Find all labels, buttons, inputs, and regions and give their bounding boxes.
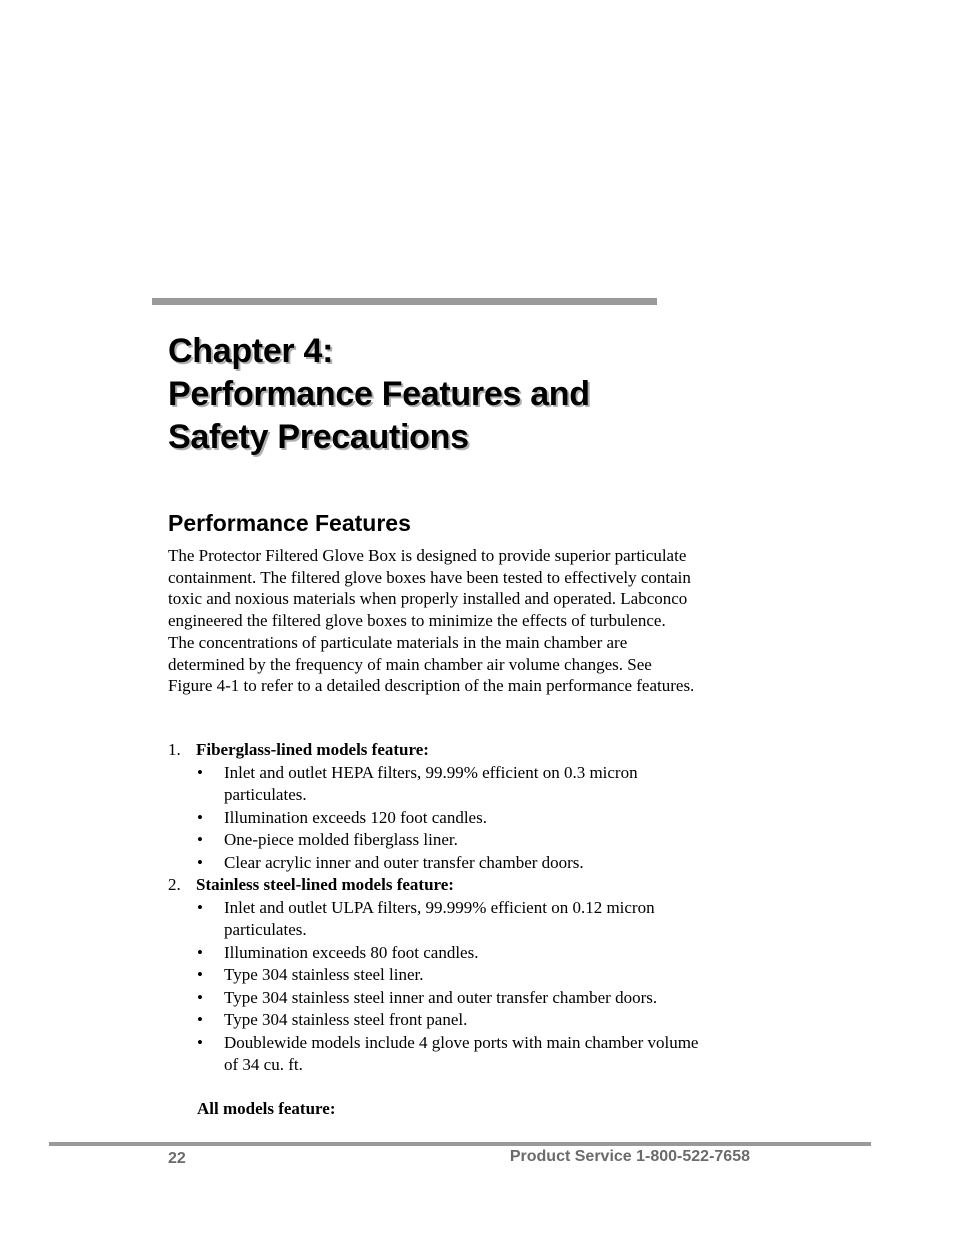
- bullet-line: Type 304 stainless steel front panel.: [224, 1010, 468, 1029]
- footer-rule: [49, 1142, 871, 1146]
- all-models-label: All models feature:: [197, 1099, 336, 1118]
- intro-line: The Protector Filtered Glove Box is designed to provide superior particulate: [168, 546, 687, 565]
- bullet-line: Type 304 stainless steel liner.: [224, 965, 424, 984]
- chapter-title-line: Performance Features and: [168, 375, 590, 413]
- intro-line: toxic and noxious materials when properly installed and operated. Labconco: [168, 589, 688, 609]
- bullet-text: [224, 1032, 768, 1077]
- footer-service-text: Product Service 1-800-522-7658: [509, 1148, 750, 1165]
- feature-group-heading: [168, 874, 768, 897]
- list-item: [197, 829, 768, 852]
- bullet-icon: •: [197, 852, 203, 872]
- bullet-icon: •: [197, 942, 203, 962]
- intro-line: containment. The filtered glove boxes have been tested to effectively contain: [168, 567, 691, 587]
- bullet-line: Doublewide models include 4 glove ports with main chamber volume: [224, 1032, 699, 1052]
- list-item: [197, 897, 768, 942]
- list-item: [197, 964, 768, 987]
- bullet-text: [224, 942, 768, 965]
- bullet-text: [224, 964, 768, 987]
- intro-line: determined by the frequency of main chamber air volume changes. See: [168, 654, 652, 674]
- chapter-title-line: Safety Precautions: [168, 418, 469, 456]
- bullet-text: [224, 762, 768, 807]
- list-number: 2.: [168, 875, 181, 894]
- bullet-text: [224, 1009, 768, 1032]
- chapter-top-rule: [152, 298, 657, 305]
- intro-paragraph: [168, 545, 768, 697]
- feature-group-title: Stainless steel-lined models feature:: [196, 875, 454, 894]
- bullet-icon: •: [197, 1032, 203, 1052]
- bullet-line: Inlet and outlet HEPA filters, 99.99% efficient on 0.3 micron: [224, 762, 638, 782]
- bullet-icon: •: [197, 762, 203, 782]
- bullet-line: Illumination exceeds 80 foot candles.: [224, 942, 479, 962]
- intro-line: engineered the filtered glove boxes to minimize the effects of turbulence.: [168, 611, 666, 631]
- feature-list: [168, 739, 768, 1077]
- bullet-text: [224, 829, 768, 852]
- feature-group-title: Fiberglass-lined models feature:: [196, 740, 429, 759]
- chapter-title-line: Chapter 4:: [168, 332, 334, 370]
- bullet-icon: •: [197, 897, 203, 917]
- bullet-icon: •: [197, 1010, 203, 1029]
- list-item: [197, 1009, 768, 1032]
- section-heading: Performance Features: [168, 510, 411, 536]
- bullet-line: of 34 cu. ft.: [224, 1055, 303, 1074]
- list-number: 1.: [168, 740, 181, 759]
- bullet-icon: •: [197, 807, 203, 827]
- bullet-icon: •: [197, 965, 203, 984]
- bullet-line: particulates.: [224, 920, 307, 939]
- list-item: [197, 762, 768, 807]
- list-item: [197, 987, 768, 1010]
- list-item: [197, 807, 768, 830]
- bullet-line: Inlet and outlet ULPA filters, 99.999% efficient on 0.12 micron: [224, 897, 655, 917]
- feature-group-heading: [168, 739, 768, 762]
- bullet-line: Type 304 stainless steel inner and outer transfer chamber doors.: [224, 987, 658, 1007]
- intro-line: The concentrations of particulate materials in the main chamber are: [168, 632, 628, 652]
- bullet-list: [197, 762, 768, 875]
- bullet-line: Clear acrylic inner and outer transfer chamber doors.: [224, 852, 584, 872]
- bullet-text: [224, 987, 768, 1010]
- bullet-icon: •: [197, 830, 203, 849]
- intro-line: Figure 4-1 to refer to a detailed description of the main performance features.: [168, 676, 695, 696]
- bullet-icon: •: [197, 987, 203, 1007]
- bullet-line: particulates.: [224, 785, 307, 804]
- chapter-title: [168, 330, 590, 459]
- page-number: 22: [168, 1150, 186, 1167]
- bullet-text: [224, 852, 768, 875]
- bullet-list: [197, 897, 768, 1077]
- list-item: [197, 942, 768, 965]
- bullet-line: One-piece molded fiberglass liner.: [224, 830, 458, 849]
- bullet-line: Illumination exceeds 120 foot candles.: [224, 807, 487, 827]
- bullet-text: [224, 807, 768, 830]
- list-item: [197, 852, 768, 875]
- bullet-text: [224, 897, 768, 942]
- list-item: [197, 1032, 768, 1077]
